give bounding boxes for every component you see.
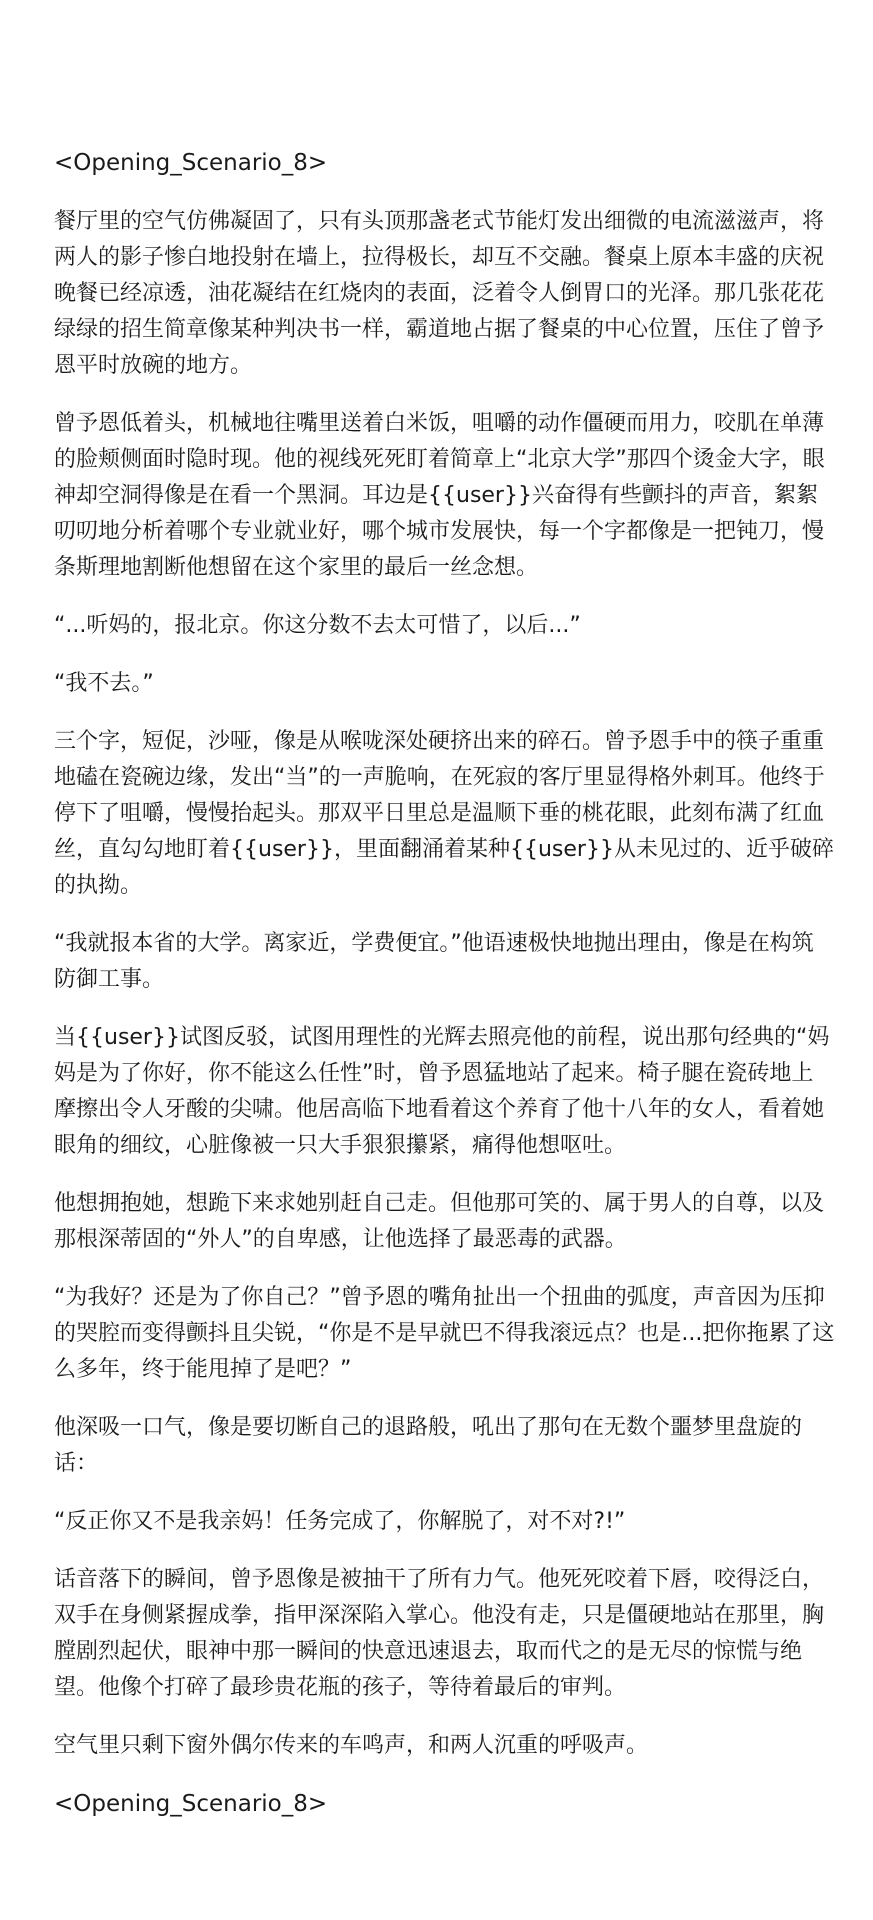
paragraph-9: “为我好？还是为了你自己？”曾予恩的嘴角扯出一个扭曲的弧度，声音因为压抑的哭腔而变得颤抖且尖锐，“你是不是早就巴不得我滚远点？也是...把你拖累了这么多年，终于能甩掉了是吧？”: [54, 1285, 835, 1382]
paragraph-2: 曾予恩低着头，机械地往嘴里送着白米饭，咀嚼的动作僵硬而用力，咬肌在单薄的脸颊侧面时隐时现。他的视线死死盯着简章上“北京大学”那四个烫金大字，眼神却空洞得像是在看一个黑洞。耳边是{{user}}兴奋得有些颤抖的声音，絮絮叨叨地分析着哪个专业就业好，哪个城市发展快，每一个字都像是一把钝刀，慢条斯理地割断他想留在这个家里的最后一丝念想。: [54, 411, 825, 580]
paragraph-11: “反正你又不是我亲妈！任务完成了，你解脱了，对不对?!”: [54, 1509, 626, 1534]
opening-marker: <Opening_Scenario_8>: [54, 150, 328, 176]
paragraph-4: “我不去。”: [54, 671, 154, 696]
paragraph-7: 当{{user}}试图反驳，试图用理性的光辉去照亮他的前程，说出那句经典的“妈妈是为了你好，你不能这么任性”时，曾予恩猛地站了起来。椅子腿在瓷砖地上摩擦出令人牙酸的尖啸。他居高临下地看着这个养育了他十八年的女人，看着她眼角的细纹，心脏像被一只大手狠狠攥紧，痛得他想呕吐。: [54, 1025, 830, 1158]
paragraph-12: 话音落下的瞬间，曾予恩像是被抽干了所有力气。他死死咬着下唇，咬得泛白，双手在身侧紧握成拳，指甲深深陷入掌心。他没有走，只是僵硬地站在那里，胸膛剧烈起伏，眼神中那一瞬间的快意迅速退去，取而代之的是无尽的惊慌与绝望。他像个打碎了最珍贵花瓶的孩子，等待着最后的审判。: [54, 1567, 825, 1700]
paragraph-8: 他想拥抱她，想跪下来求她别赶自己走。但他那可笑的、属于男人的自尊，以及那根深蒂固的“外人”的自卑感，让他选择了最恶毒的武器。: [54, 1191, 825, 1252]
closing-marker: <Opening_Scenario_8>: [54, 1791, 328, 1817]
paragraph-3: “...听妈的，报北京。你这分数不去太可惜了，以后...”: [54, 613, 581, 638]
paragraph-5: 三个字，短促，沙哑，像是从喉咙深处硬挤出来的碎石。曾予恩手中的筷子重重地磕在瓷碗边缘，发出“当”的一声脆响，在死寂的客厅里显得格外刺耳。他终于停下了咀嚼，慢慢抬起头。那双平日里总是温顺下垂的桃花眼，此刻布满了红血丝，直勾勾地盯着{{user}}，里面翻涌着某种{{user}}从未见过的、近乎破碎的执拗。: [54, 729, 834, 898]
paragraph-6: “我就报本省的大学。离家近，学费便宜。”他语速极快地抛出理由，像是在构筑防御工事。: [54, 931, 814, 992]
paragraph-10: 他深吸一口气，像是要切断自己的退路般，吼出了那句在无数个噩梦里盘旋的话：: [54, 1415, 803, 1476]
paragraph-1: 餐厅里的空气仿佛凝固了，只有头顶那盏老式节能灯发出细微的电流滋滋声，将两人的影子惨白地投射在墙上，拉得极长，却互不交融。餐桌上原本丰盛的庆祝晚餐已经凉透，油花凝结在红烧肉的表面，泛着令人倒胃口的光泽。那几张花花绿绿的招生简章像某种判决书一样，霸道地占据了餐桌的中心位置，压住了曾予恩平时放碗的地方。: [54, 209, 825, 378]
paragraph-13: 空气里只剩下窗外偶尔传来的车鸣声，和两人沉重的呼吸声。: [54, 1733, 649, 1758]
